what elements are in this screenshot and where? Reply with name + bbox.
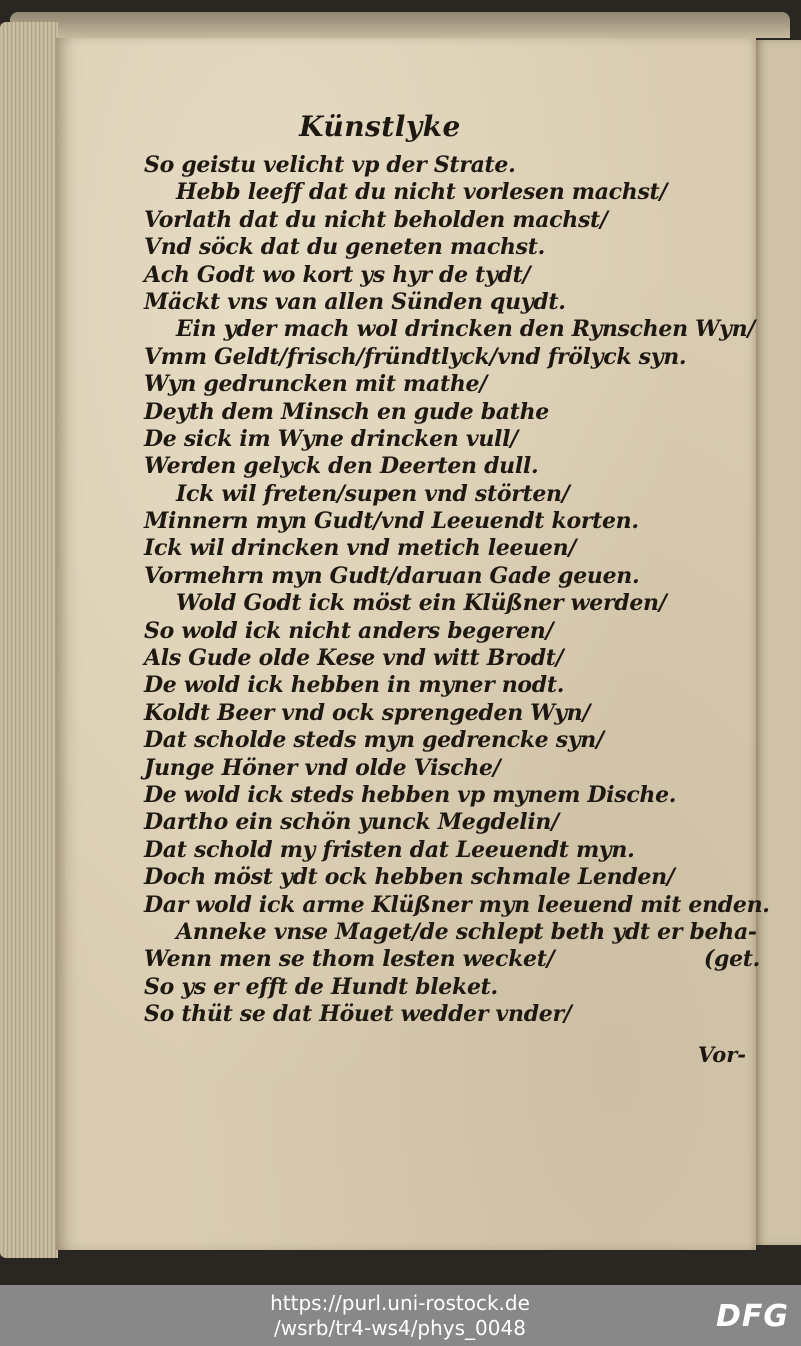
verse-line-text: So ys er efft de Hundt bleket. <box>144 973 498 1000</box>
verse-line-text: Wyn gedruncken mit mathe/ <box>144 371 487 398</box>
verse-line-text: Vorlath dat du nicht beholden machst/ <box>144 206 608 233</box>
verse-line <box>144 289 754 316</box>
verse-line-text: De wold ick hebben in myner nodt. <box>144 672 565 699</box>
verse-line-text: So thüt se dat Höuet wedder vnder/ <box>144 1001 572 1028</box>
verse-line <box>144 535 754 562</box>
adjacent-page-edge <box>756 40 801 1245</box>
verse-line-text: Minnern myn Gudt/vnd Leeuendt korten. <box>144 508 639 535</box>
verse-line <box>144 563 754 590</box>
verse-line-text: Deyth dem Minsch en gude bathe <box>144 398 549 425</box>
verse-line <box>144 590 754 617</box>
verse-line <box>144 700 754 727</box>
permalink-url[interactable] <box>190 1291 610 1341</box>
verse-line-text: Dat scholde steds myn gedrencke syn/ <box>144 727 604 754</box>
url-line-2: /wsrb/tr4-ws4/phys_0048 <box>274 1316 526 1340</box>
verse-line-turnover: (get. <box>703 946 760 973</box>
verse-line <box>144 508 754 535</box>
verse-line <box>144 837 754 864</box>
verse-line-text: Dartho ein schön yunck Megdelin/ <box>144 809 559 836</box>
verse-line-text: Hebb leeff dat du nicht vorlesen machst/ <box>176 179 668 206</box>
book-page <box>56 38 770 1250</box>
verse-line <box>144 207 754 234</box>
verse-line <box>144 782 754 809</box>
verse-line <box>144 453 754 480</box>
verse-line-text: So wold ick nicht anders begeren/ <box>144 617 554 644</box>
verse-line-text: Ein yder mach wol drincken den Rynschen Wyn/ <box>176 316 755 343</box>
book-page-edges <box>0 22 58 1258</box>
verse-line <box>144 645 754 672</box>
verse-line <box>144 234 754 261</box>
verse-line-text: Als Gude olde Kese vnd witt Brodt/ <box>144 645 564 672</box>
verse-line <box>144 371 754 398</box>
url-line-1: https://purl.uni-rostock.de <box>270 1291 530 1315</box>
verse-line-text: Anneke vnse Maget/de schlept beth ydt er beha- <box>176 918 757 945</box>
verse-line <box>144 426 754 453</box>
verse-line <box>144 1001 754 1028</box>
verse-line-text: Ach Godt wo kort ys hyr de tydt/ <box>144 261 531 288</box>
verse-line-text: Dat schold my fristen dat Leeuendt myn. <box>144 836 635 863</box>
dfg-logo: DFG <box>715 1299 789 1334</box>
verse-line <box>144 618 754 645</box>
book-top-edge <box>10 12 790 38</box>
verse-line-text: Wold Godt ick möst ein Klüßner werden/ <box>176 590 667 617</box>
verse-line-text: Vnd söck dat du geneten machst. <box>144 234 545 261</box>
verse-line <box>144 809 754 836</box>
verse-line <box>144 262 754 289</box>
verse-line-text: Doch möst ydt ock hebben schmale Lenden/ <box>144 864 675 891</box>
verse-line <box>144 316 754 343</box>
verse-line <box>144 974 754 1001</box>
verse-line <box>144 946 760 973</box>
verse-line <box>144 755 754 782</box>
verse-line-text: Ick wil freten/supen vnd störten/ <box>176 480 570 507</box>
verse-line-text: De sick im Wyne drincken vull/ <box>144 425 518 452</box>
verse-line-text: Koldt Beer vnd ock sprengeden Wyn/ <box>144 699 591 726</box>
verse-line-text: So geistu velicht vp der Strate. <box>144 152 516 178</box>
verse-line-text: Wenn men se thom lesten wecket/ <box>144 946 555 973</box>
verse-line <box>144 152 754 179</box>
viewer-footer-bar <box>0 1285 801 1346</box>
page-running-header <box>56 110 756 143</box>
verse-line <box>144 727 754 754</box>
running-header-text: Künstlyke <box>299 110 461 143</box>
verse-line <box>144 891 770 919</box>
verse-line <box>144 481 754 508</box>
verse-line-text: De wold ick steds hebben vp mynem Dische. <box>144 781 677 808</box>
verse-line <box>144 179 754 206</box>
verse-line <box>144 672 754 699</box>
catchword: Vor- <box>697 1042 746 1067</box>
verse-line <box>144 399 754 426</box>
verse-line-text: Werden gelyck den Deerten dull. <box>144 453 539 480</box>
verse-line-text: Vmm Geldt/frisch/fründtlyck/vnd frölyck syn. <box>144 343 687 370</box>
verse-line <box>144 918 757 946</box>
verse-line <box>144 344 754 371</box>
verse-line-text: Mäckt vns van allen Sünden quydt. <box>144 288 566 315</box>
verse-line-text: Ick wil drincken vnd metich leeuen/ <box>144 535 577 562</box>
verse-line-text: Junge Höner vnd olde Vische/ <box>144 754 501 781</box>
verse-line-text: Vormehrn myn Gudt/daruan Gade geuen. <box>144 562 640 589</box>
verse-line <box>144 864 754 891</box>
verse-line-text: Dar wold ick arme Klüßner myn leeuend mit enden. <box>144 891 770 918</box>
verse-text-block <box>144 152 770 1029</box>
